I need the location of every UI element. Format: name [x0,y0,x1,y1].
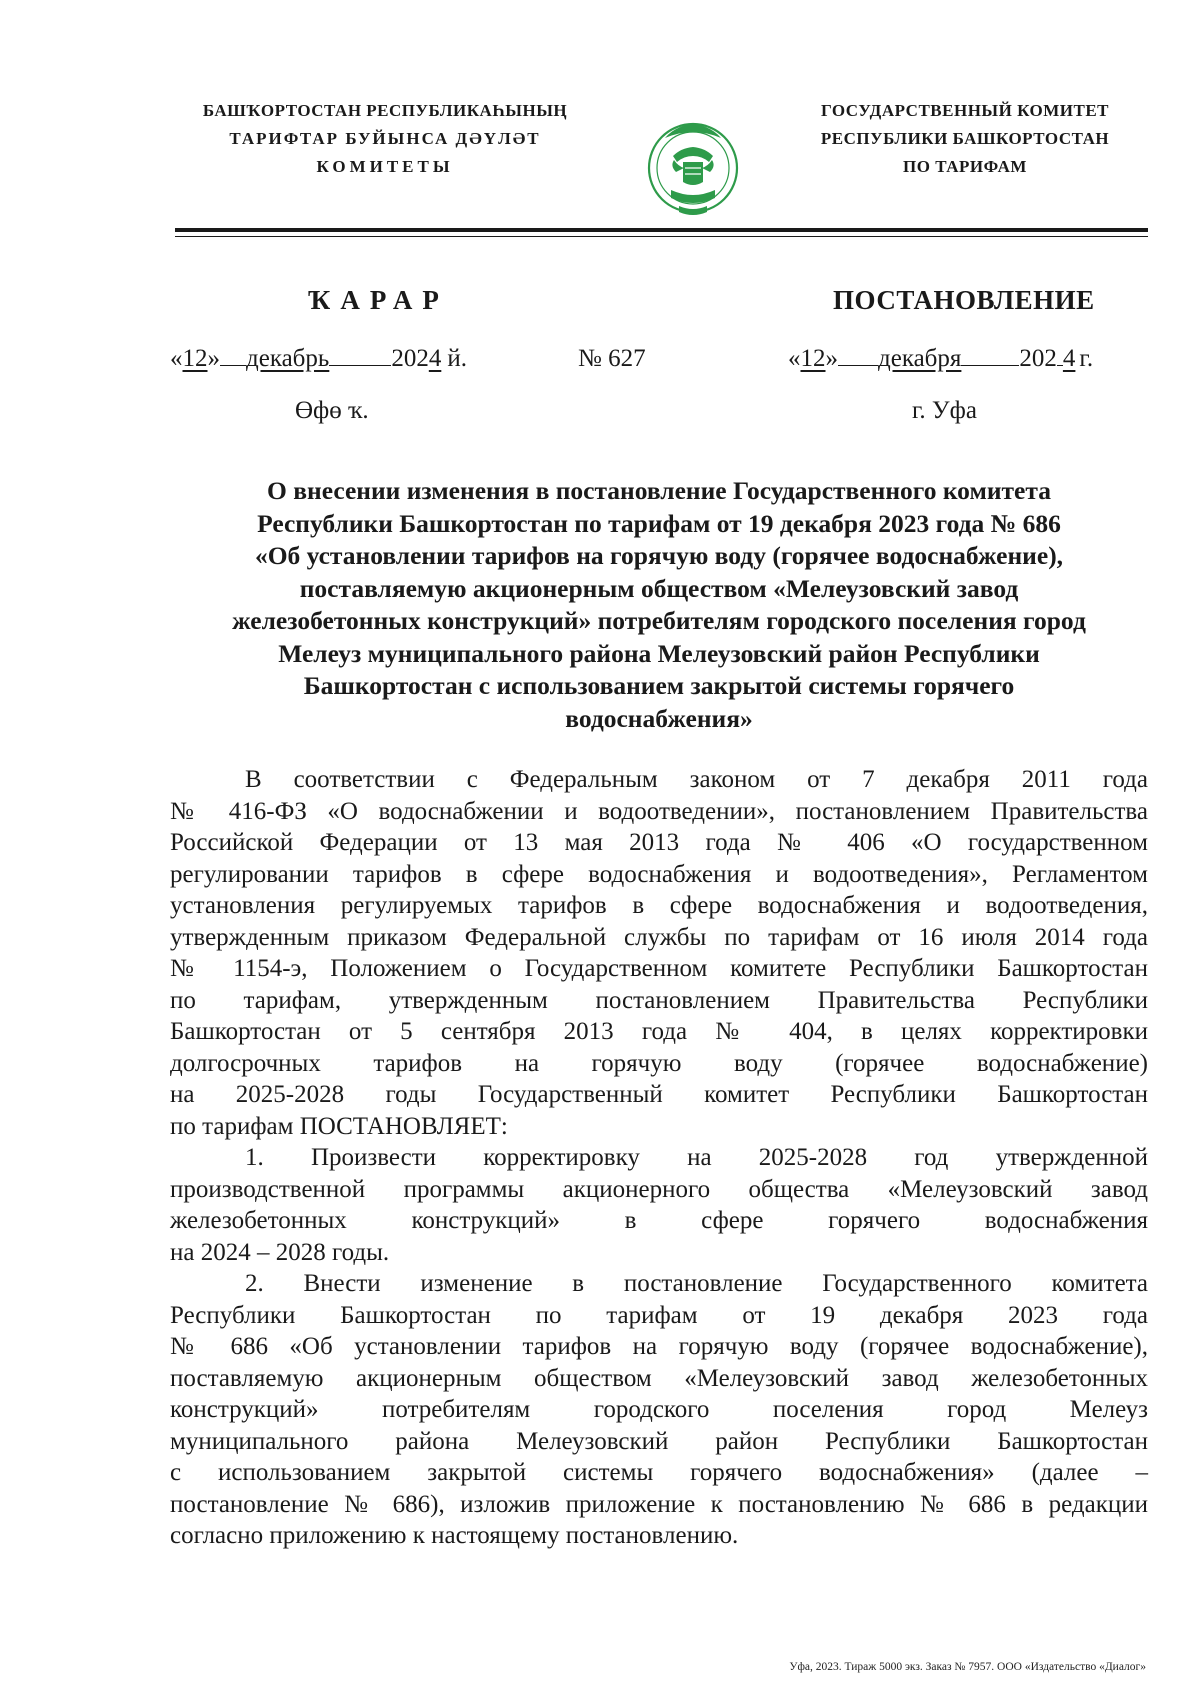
body-line: утвержденным приказом Федеральной службы по тарифам от 16 июля 2014 года [170,923,1148,951]
body-line: Башкортостан от 5 сентября 2013 года № 404, в целях корректировки [170,1018,1148,1045]
body-line: № 1154-э, Положением о Государственном комитете Республики Башкортостан [170,955,1148,982]
date-day: 12 [182,345,208,372]
date-year-prefix: 202 [1019,345,1057,372]
date-suffix: й. [447,345,467,372]
body-line: муниципального района Мелеузовский район Республики Башкортостан [170,1427,1148,1455]
emblem-icon [643,110,743,230]
doc-type-bashkir: ҠАРАР [308,285,449,315]
body-line: производственной программы акционерного общества «Мелеузовский завод [170,1175,1148,1203]
quote-open: « [170,345,183,372]
doc-type-russian: ПОСТАНОВЛЕНИЕ [833,285,1095,315]
underline-blank [329,345,391,366]
date-month: декабрь [246,345,330,372]
header-bashkir [165,97,605,181]
document-number: № 627 [578,345,646,372]
date-suffix: г. [1079,345,1094,372]
document-heading [170,475,1148,735]
body-line: 1. Произвести корректировку на 2025-2028 год утвержденной [245,1144,1148,1171]
date-year-digit: 4 [1062,345,1076,372]
body-line: регулировании тарифов в сфере водоснабжения и водоотведения», Регламентом [170,860,1148,888]
heading-line: «Об установлении тарифов на горячую воду (горячее водоснабжение), [254,541,1064,570]
body-line: установления регулируемых тарифов в сфере водоснабжения и водоотведения, [170,892,1148,919]
header-left-line: БАШҠОРТОСТАН РЕСПУБЛИКАҺЫНЫҢ [202,101,568,120]
header-divider-thick [175,228,1148,232]
body-line: Российской Федерации от 13 мая 2013 года № 406 «О государственном [170,829,1148,856]
body-line: долгосрочных тарифов на горячую воду (горячее водоснабжение) [170,1049,1148,1077]
heading-line: водоснабжения» [565,703,753,733]
heading-line: Мелеуз муниципального района Мелеузовский район Республики [278,638,1040,668]
body-line: № 416-ФЗ «О водоснабжении и водоотведении», постановлением Правительства [170,797,1148,825]
header-right-line: ГОСУДАРСТВЕННЫЙ КОМИТЕТ [820,101,1109,120]
date-bashkir [170,345,467,373]
header-russian [780,97,1150,181]
header-right-line: ПО ТАРИФАМ [903,157,1027,176]
heading-line: Республики Башкортостан по тарифам от 19 декабря 2023 года № 686 [257,508,1061,538]
heading-line: железобетонных конструкций» потребителям городского поселения город [232,606,1086,635]
date-month: декабря [878,345,962,372]
body-line: Республики Башкортостан по тарифам от 19 декабря 2023 года [170,1301,1148,1329]
underline-blank [838,345,878,366]
heading-line: О внесении изменения в постановление Государственного комитета [267,476,1051,505]
body-line: конструкций» потребителям городского поселения город Мелеуз [170,1396,1148,1423]
body-line: на 2024 – 2028 годы. [170,1238,390,1266]
date-day: 12 [800,345,826,372]
date-russian [788,345,1093,373]
quote-close: » [825,345,838,372]
underline-blank [961,345,1019,366]
body-line: согласно приложению к настоящему постановлению. [170,1522,739,1549]
heading-line: поставляемую акционерным обществом «Мелеузовский завод [299,573,1019,603]
body-line: поставляемую акционерным обществом «Мелеузовский завод железобетонных [170,1364,1148,1392]
body-line: постановление № 686), изложив приложение к постановлению № 686 в редакции [170,1490,1148,1518]
quote-close: » [207,345,220,372]
body-line: № 686 «Об установлении тарифов на горячую воду (горячее водоснабжение), [170,1333,1148,1360]
body-line: по тарифам, утвержденным постановлением Правительства Республики [170,986,1148,1014]
header-left-line: ТАРИФТАР БУЙЫНСА ДӘҮЛӘТ [229,129,541,148]
body-line: 2. Внести изменение в постановление Государственного комитета [245,1270,1148,1297]
body-line: по тарифам ПОСТАНОВЛЯЕТ: [170,1112,508,1140]
city-russian: г. Уфа [912,397,977,424]
date-year-prefix: 202 [391,345,429,372]
document-body [170,764,1148,1552]
header-divider-thin [175,236,1148,237]
header-left-line: КОМИТЕТЫ [316,157,454,176]
city-bashkir: Өфө ҡ. [295,397,369,424]
date-year-digit: 4 [428,345,442,372]
underline-blank [220,345,246,366]
printer-imprint: Уфа, 2023. Тираж 5000 экз. Заказ № 7957. ООО «Издательство «Диалог» [789,1661,1146,1673]
body-line: железобетонных конструкций» в сфере горячего водоснабжения [170,1207,1148,1234]
quote-open: « [788,345,801,372]
body-line: с использованием закрытой системы горячего водоснабжения» (далее – [170,1459,1148,1486]
header-right-line: РЕСПУБЛИКИ БАШКОРТОСТАН [820,129,1110,148]
body-line: В соответствии с Федеральным законом от 7 декабря 2011 года [245,766,1148,793]
heading-line: Башкортостан с использованием закрытой системы горячего [303,671,1015,700]
body-line: на 2025-2028 годы Государственный комитет Республики Башкортостан [170,1081,1148,1108]
